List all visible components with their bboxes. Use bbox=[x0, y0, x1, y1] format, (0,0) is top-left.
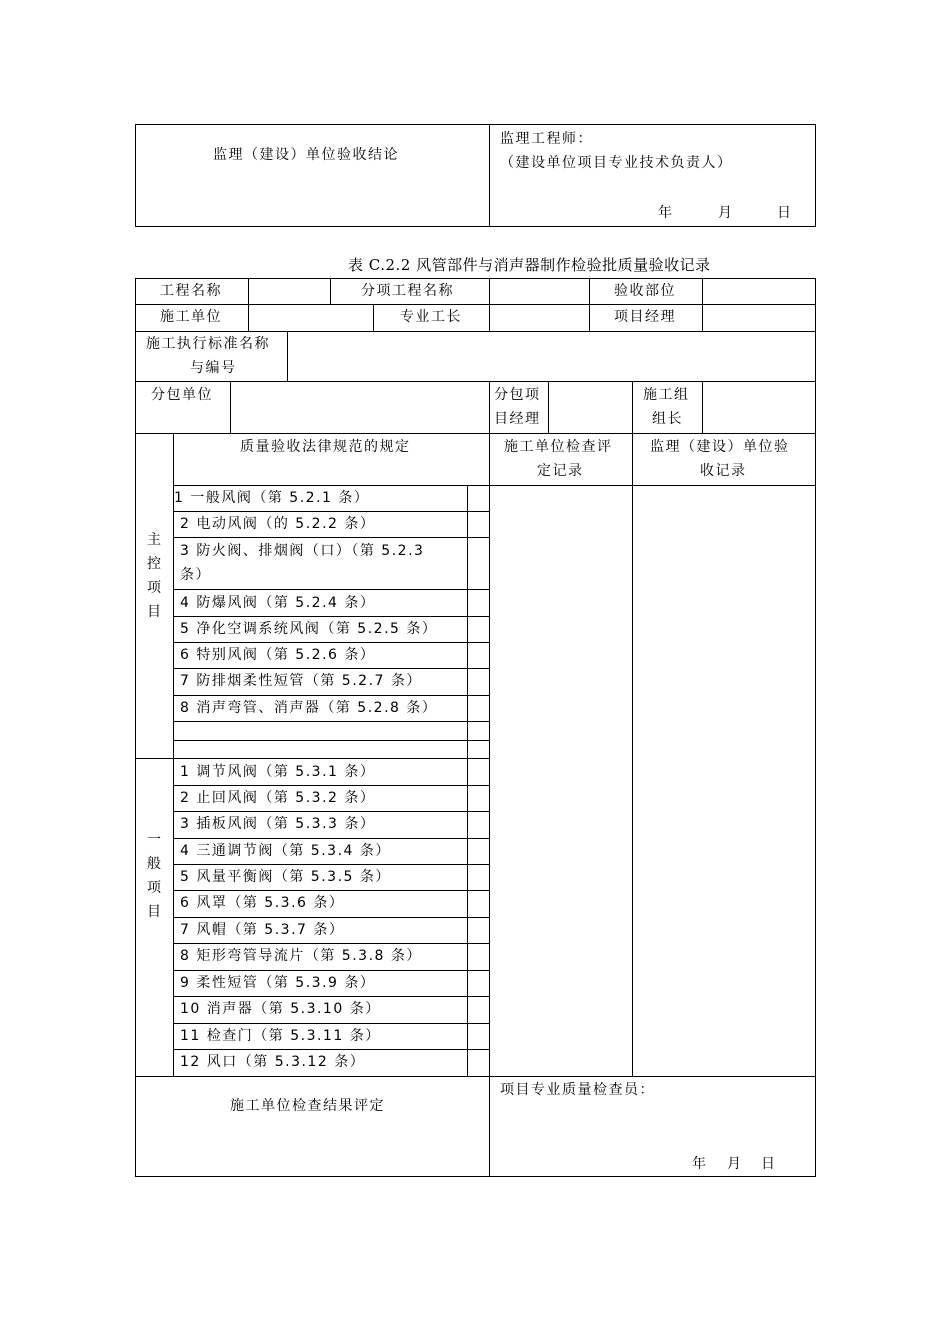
row-line bbox=[135, 381, 816, 382]
general-item: 8 矩形弯管导流片（第 5.3.8 条） bbox=[180, 948, 422, 964]
general-item: 7 风帽（第 5.3.7 条） bbox=[180, 922, 345, 938]
project-manager-label: 项目经理 bbox=[614, 309, 676, 325]
acceptance-part-label: 验收部位 bbox=[614, 283, 676, 299]
general-item: 12 风口（第 5.3.12 条） bbox=[180, 1054, 366, 1070]
standard-label-line1: 施工执行标准名称 bbox=[146, 336, 270, 352]
supervision-conclusion-label: 监理（建设）单位验收结论 bbox=[213, 147, 399, 163]
main-item: 1 一般风阀（第 5.2.1 条） bbox=[174, 490, 370, 506]
row-line bbox=[173, 740, 489, 741]
footer-date-month: 月 bbox=[727, 1156, 743, 1172]
general-item: 9 柔性短管（第 5.3.9 条） bbox=[180, 975, 376, 991]
table-title: 表 C.2.2 风管部件与消声器制作检验批质量验收记录 bbox=[348, 256, 711, 274]
footer-date-year: 年 bbox=[692, 1156, 708, 1172]
col-line bbox=[248, 278, 249, 304]
col-line bbox=[230, 381, 231, 433]
check-column-header-line1: 施工单位检查评 bbox=[504, 439, 613, 455]
col-line bbox=[702, 278, 703, 332]
main-item: 7 防排烟柔性短管（第 5.2.7 条） bbox=[180, 673, 422, 689]
section-line bbox=[135, 1076, 816, 1077]
date-day: 日 bbox=[777, 205, 793, 221]
row-line bbox=[135, 433, 816, 434]
general-item: 6 风罩（第 5.3.6 条） bbox=[180, 895, 345, 911]
general-item: 11 检查门（第 5.3.11 条） bbox=[180, 1028, 381, 1044]
footer-date-day: 日 bbox=[761, 1156, 777, 1172]
sub-project-name-label: 分项工程名称 bbox=[361, 283, 454, 299]
team-leader-label-line2: 组长 bbox=[652, 411, 683, 427]
row-line bbox=[173, 721, 489, 722]
spec-column-header: 质量验收法律规范的规定 bbox=[240, 439, 411, 455]
row-line bbox=[135, 304, 816, 305]
general-label: 一般项目 bbox=[147, 832, 161, 920]
general-item: 3 插板风阀（第 5.3.3 条） bbox=[180, 816, 376, 832]
col-line bbox=[330, 278, 331, 304]
main-item: 8 消声弯管、消声器（第 5.2.8 条） bbox=[180, 700, 438, 716]
supervise-column-header-line1: 监理（建设）单位验 bbox=[650, 439, 790, 455]
col-line bbox=[489, 433, 490, 1077]
check-column-header-line2: 定记录 bbox=[537, 463, 584, 479]
supervising-engineer-label: 监理工程师： bbox=[500, 131, 593, 147]
col-line bbox=[287, 331, 288, 381]
row-line bbox=[173, 589, 489, 590]
main-item: 2 电动风阀（的 5.2.2 条） bbox=[180, 516, 376, 532]
col-line bbox=[248, 304, 249, 331]
foreman-label: 专业工长 bbox=[400, 309, 462, 325]
divider bbox=[489, 124, 490, 227]
date-year: 年 bbox=[658, 205, 674, 221]
col-line bbox=[548, 381, 549, 433]
main-item: 6 特别风阀（第 5.2.6 条） bbox=[180, 647, 376, 663]
main-item: 5 净化空调系统风阀（第 5.2.5 条） bbox=[180, 621, 438, 637]
general-item: 4 三通调节阀（第 5.3.4 条） bbox=[180, 843, 391, 859]
col-line bbox=[489, 381, 490, 433]
col-line bbox=[467, 485, 468, 1077]
subcontractor-label: 分包单位 bbox=[151, 387, 213, 403]
construction-unit-label: 施工单位 bbox=[160, 309, 222, 325]
col-line bbox=[589, 278, 590, 332]
col-line bbox=[373, 304, 374, 331]
project-name-label: 工程名称 bbox=[160, 283, 222, 299]
col-line bbox=[702, 381, 703, 433]
quality-inspector-label: 项目专业质量检查员： bbox=[500, 1082, 655, 1098]
row-line bbox=[173, 537, 489, 538]
main-item: 3 防火阀、排烟阀（口）（第 5.2.3 bbox=[180, 543, 425, 559]
section-line bbox=[135, 758, 489, 759]
construction-result-label: 施工单位检查结果评定 bbox=[230, 1098, 385, 1114]
general-item: 5 风量平衡阀（第 5.3.5 条） bbox=[180, 869, 391, 885]
general-item: 10 消声器（第 5.3.10 条） bbox=[180, 1001, 381, 1017]
standard-label-line2: 与编号 bbox=[190, 360, 237, 376]
general-item: 1 调节风阀（第 5.3.1 条） bbox=[180, 764, 376, 780]
team-leader-label-line1: 施工组 bbox=[643, 387, 690, 403]
main-item: 条） bbox=[180, 567, 211, 583]
supervise-column-header-line2: 收记录 bbox=[700, 463, 747, 479]
col-line bbox=[173, 433, 174, 1077]
col-line bbox=[632, 433, 633, 1077]
sub-pm-label-line2: 目经理 bbox=[494, 411, 541, 427]
main-item: 4 防爆风阀（第 5.2.4 条） bbox=[180, 595, 376, 611]
date-month: 月 bbox=[718, 205, 734, 221]
sub-pm-label-line1: 分包项 bbox=[494, 387, 541, 403]
general-item: 2 止回风阀（第 5.3.2 条） bbox=[180, 790, 376, 806]
col-line bbox=[489, 278, 490, 332]
main-control-label: 主控项目 bbox=[147, 532, 161, 620]
owner-tech-lead-label: （建设单位项目专业技术负责人） bbox=[500, 155, 733, 171]
col-line bbox=[632, 381, 633, 433]
col-line bbox=[489, 1076, 490, 1177]
supervision-conclusion-box bbox=[135, 124, 816, 227]
